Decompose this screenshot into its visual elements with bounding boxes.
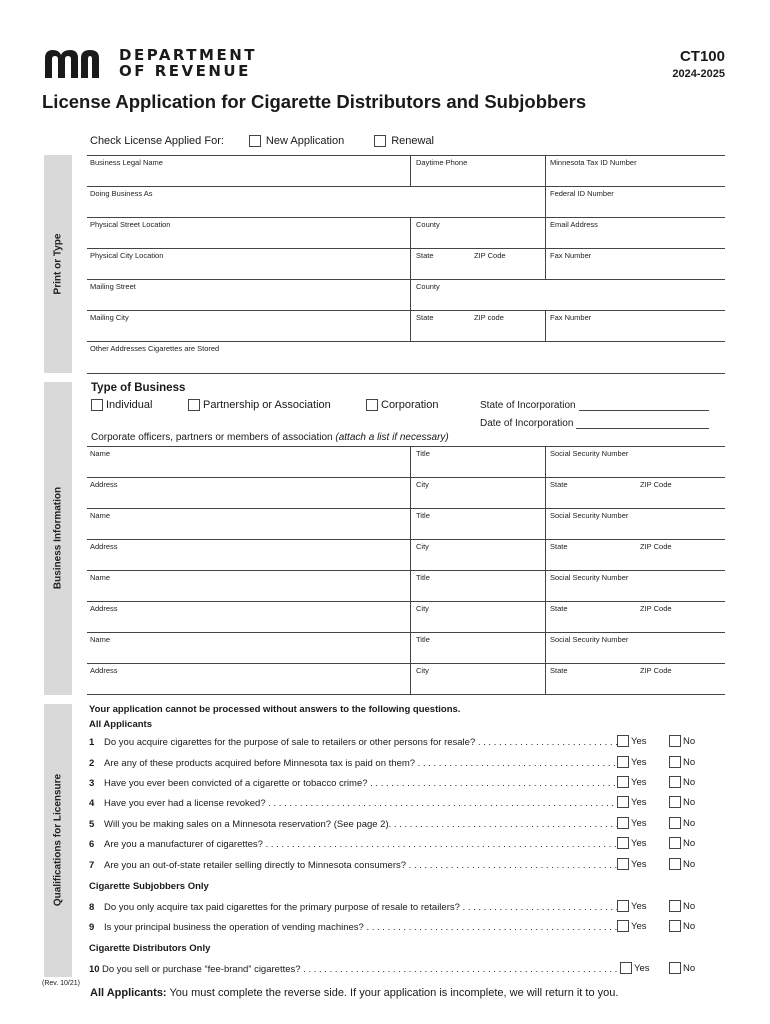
state-of-incorporation-input[interactable] xyxy=(579,401,709,411)
officer-3-name-field[interactable]: Name xyxy=(90,573,111,582)
mailing-county-field[interactable]: County xyxy=(416,282,440,291)
mn-tax-id-field[interactable]: Minnesota Tax ID Number xyxy=(550,158,637,167)
grid-line xyxy=(410,155,411,186)
officer-3-zip-field[interactable]: ZIP Code xyxy=(640,604,672,613)
no-option[interactable] xyxy=(669,920,695,932)
officer-3-address-field[interactable]: Address xyxy=(90,604,118,613)
no-option[interactable] xyxy=(669,837,695,849)
grid-line xyxy=(87,248,725,249)
officers-note: (attach a list if necessary) xyxy=(335,432,449,443)
no-checkbox[interactable] xyxy=(669,900,681,912)
no-label: No xyxy=(683,837,696,849)
yes-checkbox[interactable] xyxy=(617,796,629,808)
officer-2-state-field[interactable]: State xyxy=(550,542,568,551)
no-label: No xyxy=(683,900,696,912)
corporation-label: Corporation xyxy=(381,399,439,411)
state-of-incorporation-label: State of Incorporation xyxy=(480,400,576,411)
no-checkbox[interactable] xyxy=(669,776,681,788)
question-text: Are you a manufacturer of cigarettes? . . . xyxy=(104,839,624,850)
daytime-phone-field[interactable]: Daytime Phone xyxy=(416,158,468,167)
officer-1-city-field[interactable]: City xyxy=(416,480,429,489)
grid-line xyxy=(87,279,725,280)
officer-1-address-field[interactable]: Address xyxy=(90,480,118,489)
yes-checkbox[interactable] xyxy=(617,735,629,747)
grid-line xyxy=(410,217,411,341)
yes-option[interactable] xyxy=(617,920,647,932)
no-label: No xyxy=(683,817,696,829)
question-row xyxy=(89,778,704,792)
business-information-label: Business Information xyxy=(52,486,64,590)
grid-line xyxy=(410,446,411,694)
no-checkbox[interactable] xyxy=(669,756,681,768)
department-logo xyxy=(43,47,257,79)
grid-line xyxy=(87,446,725,447)
grid-line xyxy=(87,155,725,156)
question-number: 5 xyxy=(89,819,95,830)
date-of-incorporation-label: Date of Incorporation xyxy=(480,418,574,429)
officers-title: Corporate officers, partners or members of association xyxy=(91,432,333,443)
qualifications-intro: Your application cannot be processed without answers to the following questions. xyxy=(89,704,461,715)
new-application-checkbox[interactable] xyxy=(249,135,261,147)
yes-option[interactable] xyxy=(620,962,650,974)
officer-2-address-field[interactable]: Address xyxy=(90,542,118,551)
question-row xyxy=(89,819,704,833)
grid-line xyxy=(87,341,725,342)
officers-heading xyxy=(91,432,449,443)
renewal-label: Renewal xyxy=(391,135,435,147)
question-text: Have you ever been convicted of a cigarette or tobacco crime? . . . xyxy=(104,778,624,789)
mailing-street-field[interactable]: Mailing Street xyxy=(90,282,136,291)
question-number: 1 xyxy=(89,737,95,748)
business-legal-name-field[interactable]: Business Legal Name xyxy=(90,158,163,167)
new-application-label: New Application xyxy=(265,135,345,147)
mailing-fax-field[interactable]: Fax Number xyxy=(550,313,592,322)
yes-label: Yes xyxy=(631,776,647,788)
question-number: 4 xyxy=(89,798,95,809)
officer-1-zip-field[interactable]: ZIP Code xyxy=(640,480,672,489)
yes-option[interactable] xyxy=(617,817,647,829)
partnership-label: Partnership or Association xyxy=(203,399,331,411)
dept-line-2: OF REVENUE xyxy=(119,62,251,80)
distributors-heading: Cigarette Distributors Only xyxy=(89,943,211,954)
no-option[interactable] xyxy=(669,735,695,747)
question-text: Are you an out-of-state retailer selling directly to Minnesota consumers? . . . xyxy=(104,860,624,871)
yes-option[interactable] xyxy=(617,796,647,808)
yes-option[interactable] xyxy=(617,837,647,849)
question-text: Do you only acquire tax paid cigarettes for the primary purpose of resale to retailers? . . . xyxy=(104,902,624,913)
print-or-type-label: Print or Type xyxy=(52,233,64,295)
question-row xyxy=(89,758,704,772)
no-label: No xyxy=(683,796,696,808)
yes-label: Yes xyxy=(631,920,647,932)
officer-4-address-field[interactable]: Address xyxy=(90,666,118,675)
yes-checkbox[interactable] xyxy=(617,817,629,829)
question-row xyxy=(89,860,704,874)
other-addresses-field[interactable]: Other Addresses Cigarettes are Stored xyxy=(90,344,220,353)
no-option[interactable] xyxy=(669,817,695,829)
no-option[interactable] xyxy=(669,756,695,768)
officer-1-name-field[interactable]: Name xyxy=(90,449,111,458)
grid-line xyxy=(87,310,725,311)
mn-logo-icon xyxy=(43,48,113,78)
corporation-checkbox[interactable] xyxy=(366,399,378,411)
state-field[interactable]: State xyxy=(416,251,434,260)
question-row xyxy=(89,964,704,978)
individual-option[interactable] xyxy=(91,399,152,411)
yes-label: Yes xyxy=(634,962,650,974)
individual-checkbox[interactable] xyxy=(91,399,103,411)
footer-note xyxy=(90,987,618,999)
grid-line xyxy=(545,217,546,279)
yes-label: Yes xyxy=(631,735,647,747)
officer-2-ssn-field[interactable]: Social Security Number xyxy=(550,511,629,520)
no-checkbox[interactable] xyxy=(669,858,681,870)
type-of-business-title: Type of Business xyxy=(91,382,186,394)
no-checkbox[interactable] xyxy=(669,962,681,974)
mailing-city-field[interactable]: Mailing City xyxy=(90,313,129,322)
grid-line xyxy=(87,186,725,187)
officer-3-ssn-field[interactable]: Social Security Number xyxy=(550,573,629,582)
yes-option[interactable] xyxy=(617,756,647,768)
officer-2-name-field[interactable]: Name xyxy=(90,511,111,520)
officer-1-title-field[interactable]: Title xyxy=(416,449,430,458)
no-checkbox[interactable] xyxy=(669,796,681,808)
license-type-label: Check License Applied For: xyxy=(90,135,224,147)
no-label: No xyxy=(683,962,696,974)
renewal-checkbox[interactable] xyxy=(374,135,386,147)
yes-checkbox[interactable] xyxy=(620,962,632,974)
yes-option[interactable] xyxy=(617,858,647,870)
yes-label: Yes xyxy=(631,796,647,808)
partnership-option[interactable] xyxy=(188,399,331,411)
yes-option[interactable] xyxy=(617,735,647,747)
officer-4-title-field[interactable]: Title xyxy=(416,635,430,644)
question-row xyxy=(89,798,704,812)
grid-line xyxy=(87,539,725,540)
no-checkbox[interactable] xyxy=(669,837,681,849)
question-number: 9 xyxy=(89,922,95,933)
dept-line-1: DEPARTMENT xyxy=(119,46,257,64)
county-field[interactable]: County xyxy=(416,220,440,229)
no-option[interactable] xyxy=(669,776,695,788)
yes-label: Yes xyxy=(631,900,647,912)
grid-line xyxy=(87,632,725,633)
yes-option[interactable] xyxy=(617,776,647,788)
question-text: Have you ever had a license revoked? . . . xyxy=(104,798,624,809)
grid-line xyxy=(87,694,725,695)
yes-checkbox[interactable] xyxy=(617,900,629,912)
no-option[interactable] xyxy=(669,858,695,870)
question-number: 7 xyxy=(89,860,95,871)
partnership-checkbox[interactable] xyxy=(188,399,200,411)
officer-3-title-field[interactable]: Title xyxy=(416,573,430,582)
footer-bold: All Applicants: xyxy=(90,987,167,999)
question-row xyxy=(89,737,704,751)
question-number: 2 xyxy=(89,758,95,769)
question-text: Do you acquire cigarettes for the purpose of sale to retailers or other persons for resale? . . . xyxy=(104,737,624,748)
question-text: Do you sell or purchase “fee-brand” cigarettes? . . . xyxy=(102,964,622,975)
department-name xyxy=(119,47,257,79)
question-row xyxy=(89,902,704,916)
yes-label: Yes xyxy=(631,858,647,870)
corporation-option[interactable] xyxy=(366,399,438,411)
grid-line xyxy=(87,217,725,218)
officer-4-zip-field[interactable]: ZIP Code xyxy=(640,666,672,675)
officer-3-state-field[interactable]: State xyxy=(550,604,568,613)
officer-1-state-field[interactable]: State xyxy=(550,480,568,489)
officer-2-title-field[interactable]: Title xyxy=(416,511,430,520)
doing-business-as-field[interactable]: Doing Business As xyxy=(90,189,153,198)
yes-label: Yes xyxy=(631,837,647,849)
no-label: No xyxy=(683,920,696,932)
officer-4-city-field[interactable]: City xyxy=(416,666,429,675)
grid-line xyxy=(87,508,725,509)
form-code: CT100 xyxy=(679,48,725,65)
officer-2-zip-field[interactable]: ZIP Code xyxy=(640,542,672,551)
license-type-row xyxy=(90,135,434,147)
question-text: Will you be making sales on a Minnesota reservation? (See page 2). . . . xyxy=(104,819,624,830)
no-checkbox[interactable] xyxy=(669,817,681,829)
question-number: 6 xyxy=(89,839,95,850)
no-option[interactable] xyxy=(669,962,695,974)
grid-line xyxy=(545,155,546,217)
physical-street-field[interactable]: Physical Street Location xyxy=(90,220,171,229)
no-checkbox[interactable] xyxy=(669,920,681,932)
all-applicants-heading: All Applicants xyxy=(89,719,152,730)
yes-checkbox[interactable] xyxy=(617,837,629,849)
mailing-state-field[interactable]: State xyxy=(416,313,434,322)
individual-label: Individual xyxy=(106,399,153,411)
subjobbers-heading: Cigarette Subjobbers Only xyxy=(89,881,209,892)
grid-line xyxy=(545,446,546,694)
no-label: No xyxy=(683,776,696,788)
federal-id-field[interactable]: Federal ID Number xyxy=(550,189,614,198)
page-title: License Application for Cigarette Distributors and Subjobbers xyxy=(42,91,587,112)
fax-number-field[interactable]: Fax Number xyxy=(550,251,592,260)
officer-4-ssn-field[interactable]: Social Security Number xyxy=(550,635,629,644)
no-label: No xyxy=(683,735,696,747)
physical-city-field[interactable]: Physical City Location xyxy=(90,251,164,260)
qualifications-label: Qualifications for Licensure xyxy=(52,773,64,907)
grid-line xyxy=(87,570,725,571)
question-row xyxy=(89,839,704,853)
no-label: No xyxy=(683,858,696,870)
state-of-incorporation-field[interactable] xyxy=(480,400,709,411)
yes-checkbox[interactable] xyxy=(617,858,629,870)
question-number: 10 xyxy=(89,964,100,975)
yes-label: Yes xyxy=(631,756,647,768)
form-year: 2024-2025 xyxy=(672,68,725,80)
no-option[interactable] xyxy=(669,900,695,912)
email-field[interactable]: Email Address xyxy=(550,220,598,229)
officer-4-state-field[interactable]: State xyxy=(550,666,568,675)
officer-1-ssn-field[interactable]: Social Security Number xyxy=(550,449,629,458)
grid-line xyxy=(87,601,725,602)
yes-checkbox[interactable] xyxy=(617,920,629,932)
no-option[interactable] xyxy=(669,796,695,808)
grid-line xyxy=(87,477,725,478)
date-of-incorporation-input[interactable] xyxy=(576,419,709,429)
yes-label: Yes xyxy=(631,817,647,829)
no-checkbox[interactable] xyxy=(669,735,681,747)
grid-line xyxy=(545,310,546,341)
question-row xyxy=(89,922,704,936)
question-number: 8 xyxy=(89,902,95,913)
mailing-zip-field[interactable]: ZIP code xyxy=(474,313,504,322)
yes-checkbox[interactable] xyxy=(617,756,629,768)
question-text: Is your principal business the operation of vending machines? . . . xyxy=(104,922,624,933)
grid-line xyxy=(87,373,725,374)
yes-option[interactable] xyxy=(617,900,647,912)
zip-code-field[interactable]: ZIP Code xyxy=(474,251,506,260)
officer-2-city-field[interactable]: City xyxy=(416,542,429,551)
officer-4-name-field[interactable]: Name xyxy=(90,635,111,644)
question-number: 3 xyxy=(89,778,95,789)
date-of-incorporation-field[interactable] xyxy=(480,418,709,429)
revision-date: (Rev. 10/21) xyxy=(42,980,80,987)
question-text: Are any of these products acquired before Minnesota tax is paid on them? . . . xyxy=(104,758,624,769)
footer-text: You must complete the reverse side. If your application is incomplete, we will return it to you. xyxy=(166,987,619,999)
grid-line xyxy=(87,663,725,664)
no-label: No xyxy=(683,756,696,768)
officer-3-city-field[interactable]: City xyxy=(416,604,429,613)
yes-checkbox[interactable] xyxy=(617,776,629,788)
